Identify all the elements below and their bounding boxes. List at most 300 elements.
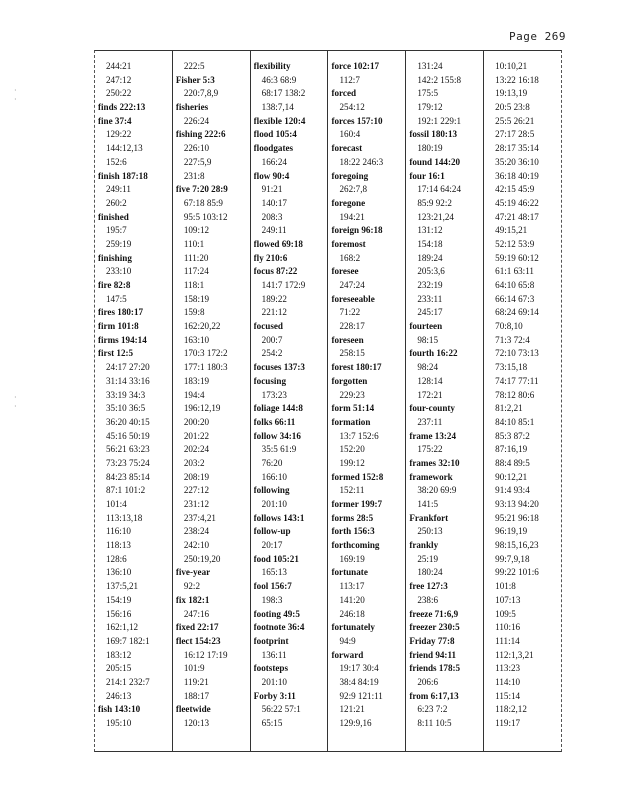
index-term: flect 154:23	[175, 635, 221, 646]
index-reference: 183:12	[106, 649, 132, 660]
index-reference: 247:16	[183, 608, 210, 619]
index-term: framework	[409, 471, 453, 482]
index-reference: 92:9 121:11	[339, 690, 383, 701]
index-reference: 24:17 27:20	[106, 362, 150, 373]
index-reference: 84:23 85:14	[106, 471, 150, 482]
index-reference: 47:21 48:17	[495, 211, 539, 222]
index-reference: 232:19	[417, 280, 443, 290]
index-term: foreseeable	[331, 293, 375, 304]
index-term: four 16:1	[409, 170, 445, 181]
index-reference: 35:10 36:5	[106, 403, 146, 414]
index-reference: 113:13,18	[106, 512, 143, 523]
index-term: form 51:14	[331, 403, 375, 414]
index-reference: 183:19	[183, 375, 210, 386]
index-reference: 226:24	[183, 115, 210, 126]
index-reference: 152:6	[106, 156, 127, 167]
index-reference: 194:4	[183, 389, 205, 400]
index-reference: 38:20 69:9	[417, 485, 457, 496]
index-reference: 250:22	[106, 88, 132, 99]
index-reference: 95:21 96:18	[495, 512, 539, 523]
index-reference: 247:24	[339, 280, 365, 290]
index-reference: 194:21	[339, 211, 365, 222]
index-reference: 109:5	[495, 608, 516, 619]
index-reference: 56:22 57:1	[261, 704, 301, 715]
index-term: focusing	[253, 375, 286, 386]
index-term: former 199:7	[331, 499, 383, 509]
index-reference: 56:21 63:23	[106, 444, 150, 455]
index-reference: 87:16,19	[495, 444, 528, 455]
index-column-2	[172, 51, 250, 751]
index-reference: 101:9	[183, 663, 205, 674]
index-reference: 72:10 73:13	[495, 348, 539, 359]
index-reference: 175:5	[417, 88, 439, 99]
index-reference: 179:12	[417, 102, 443, 113]
index-reference: 160:4	[339, 129, 361, 140]
index-reference: 201:10	[261, 676, 287, 687]
index-reference: 90:12,21	[495, 471, 528, 482]
index-reference: 27:17 28:5	[495, 129, 535, 140]
index-reference: 113:17	[339, 581, 365, 592]
index-reference: 254:12	[339, 102, 365, 113]
index-reference: 19:13,19	[495, 88, 528, 99]
index-reference: 156:16	[106, 608, 132, 619]
index-reference: 115:14	[495, 690, 521, 701]
index-column-1	[95, 51, 172, 751]
index-reference: 73:15,18	[495, 362, 528, 373]
index-reference: 101:8	[495, 581, 516, 592]
index-reference: 226:10	[183, 143, 210, 154]
index-reference: 242:10	[183, 540, 210, 551]
index-reference: 201:22	[183, 430, 210, 441]
index-term: fortunately	[331, 622, 375, 633]
index-reference: 88:4 89:5	[495, 457, 530, 468]
index-reference: 36:20 40:15	[106, 416, 150, 427]
index-term: finds 222:13	[98, 102, 146, 113]
index-reference: 147:5	[106, 293, 127, 304]
index-term: fires 180:17	[98, 307, 144, 318]
index-term: flowed 69:18	[253, 238, 303, 249]
index-reference: 20:17	[261, 540, 283, 551]
index-reference: 118:13	[106, 540, 131, 551]
index-reference: 142:2 155:8	[417, 74, 462, 85]
index-reference: 166:10	[261, 471, 287, 482]
index-reference: 192:1 229:1	[417, 115, 462, 126]
margin-mark: ·	[14, 393, 17, 402]
index-reference: 202:24	[183, 444, 210, 455]
index-reference: 59:19 60:12	[495, 252, 539, 263]
index-reference: 196:12,19	[183, 403, 221, 414]
index-reference: 35:20 36:10	[495, 156, 539, 167]
index-reference: 237:4,21	[183, 512, 216, 523]
index-reference: 162:20,22	[183, 321, 221, 332]
index-term: flood 105:4	[253, 129, 297, 140]
index-reference: 131:24	[417, 61, 443, 71]
index-term: Forby 3:11	[253, 690, 296, 701]
index-column-4	[327, 51, 405, 751]
index-reference: 231:8	[183, 170, 205, 181]
index-term: follows 143:1	[253, 512, 305, 523]
index-reference: 199:12	[339, 457, 365, 468]
index-reference: 200:20	[183, 416, 210, 427]
index-term: foliage 144:8	[253, 403, 303, 414]
index-term: food 105:21	[253, 553, 299, 564]
index-term: fortunate	[331, 567, 368, 578]
index-reference: 84:10 85:1	[495, 416, 535, 427]
index-reference: 109:12	[183, 225, 210, 236]
index-term: found 144:20	[409, 156, 461, 167]
index-term: finish 187:18	[98, 170, 148, 181]
index-reference: 17:14 64:24	[417, 184, 462, 195]
index-reference: 180:24	[417, 567, 443, 578]
index-reference: 254:2	[261, 348, 283, 359]
index-reference: 98:24	[417, 362, 439, 373]
index-reference: 35:5 61:9	[261, 444, 297, 455]
index-reference: 16:12 17:19	[183, 649, 228, 660]
index-reference: 258:15	[339, 348, 365, 359]
index-reference: 250:13	[417, 526, 443, 537]
index-reference: 117:24	[183, 266, 209, 277]
index-term: forced	[331, 88, 357, 99]
index-column-6	[483, 51, 561, 751]
index-reference: 119:17	[495, 718, 521, 728]
index-reference: 231:12	[183, 499, 210, 509]
index-term: fourth 16:22	[409, 348, 458, 359]
index-reference: 111:20	[183, 252, 209, 263]
index-reference: 114:10	[495, 676, 521, 687]
index-reference: 110:16	[495, 622, 521, 633]
index-reference: 188:17	[183, 690, 210, 701]
index-reference: 250:19,20	[183, 553, 221, 564]
index-term: focused	[253, 321, 283, 332]
index-reference: 203:2	[183, 457, 205, 468]
index-reference: 249:11	[106, 184, 131, 195]
index-reference: 121:21	[339, 704, 365, 715]
index-reference: 25:19	[417, 553, 439, 564]
index-reference: 99:7,9,18	[495, 553, 530, 564]
index-reference: 71:22	[339, 307, 361, 318]
index-column-5	[405, 51, 483, 751]
index-reference: 112:1,3,21	[495, 649, 534, 660]
index-columns	[95, 51, 561, 751]
index-term: five-year	[175, 567, 211, 578]
index-term: footing 49:5	[253, 608, 300, 619]
index-term: four-county	[409, 403, 455, 414]
margin-mark: ·	[14, 86, 17, 95]
index-reference: 163:10	[183, 334, 210, 345]
index-term: forms 28:5	[331, 512, 374, 523]
index-term: footprint	[253, 635, 289, 646]
index-term: Fisher 5:3	[175, 74, 215, 85]
index-reference: 96:19,19	[495, 526, 528, 537]
index-term: fix 182:1	[175, 594, 210, 605]
index-reference: 259:19	[106, 238, 132, 249]
index-reference: 159:8	[183, 307, 205, 318]
index-reference: 141:20	[339, 594, 365, 605]
index-term: forward	[331, 649, 364, 660]
index-reference: 129:9,16	[339, 718, 372, 728]
index-reference: 249:11	[261, 225, 287, 236]
index-term: flexible 120:4	[253, 115, 306, 126]
index-reference: 95:5 103:12	[183, 211, 228, 222]
index-term: fly 210:6	[253, 252, 288, 263]
index-term: from 6:17,13	[409, 690, 459, 701]
index-reference: 101:4	[106, 499, 127, 509]
index-reference: 172:21	[417, 389, 443, 400]
index-term: five 7:20 28:9	[175, 184, 228, 195]
index-reference: 158:19	[183, 293, 210, 304]
index-reference: 137:5,21	[106, 581, 139, 592]
index-reference: 18:22 246:3	[339, 156, 384, 167]
index-reference: 198:3	[261, 594, 283, 605]
index-reference: 13:22 16:18	[495, 74, 539, 85]
index-reference: 195:10	[106, 718, 132, 728]
margin-mark: ·	[14, 95, 17, 104]
index-reference: 112:7	[339, 74, 360, 85]
index-reference: 120:13	[183, 718, 210, 728]
index-term: free 127:3	[409, 581, 448, 592]
index-reference: 262:7,8	[339, 184, 368, 195]
index-reference: 221:12	[261, 307, 287, 318]
index-reference: 36:18 40:19	[495, 170, 539, 181]
index-reference: 113:23	[495, 663, 521, 674]
index-term: frankly	[409, 540, 439, 551]
index-term: flexibility	[253, 61, 291, 71]
index-term: foregone	[331, 197, 366, 208]
index-reference: 71:3 72:4	[495, 334, 530, 345]
index-reference: 93:13 94:20	[495, 499, 539, 509]
index-reference: 206:6	[417, 676, 439, 687]
index-term: formation	[331, 416, 371, 427]
index-term: fisheries	[175, 102, 209, 113]
index-reference: 20:5 23:8	[495, 102, 530, 113]
index-term: foregoing	[331, 170, 369, 181]
index-term: formed 152:8	[331, 471, 384, 482]
index-term: foreseen	[331, 334, 364, 345]
index-term: fine 37:4	[98, 115, 132, 126]
index-reference: 61:1 63:11	[495, 266, 534, 277]
index-term: friend 94:11	[409, 649, 457, 660]
index-reference: 8:11 10:5	[417, 718, 452, 728]
index-reference: 31:14 33:16	[106, 375, 150, 386]
index-term: fossil 180:13	[409, 129, 458, 140]
index-reference: 19:17 30:4	[339, 663, 379, 674]
index-reference: 227:12	[183, 485, 210, 496]
index-reference: 233:10	[106, 266, 132, 277]
index-reference: 118:1	[183, 280, 205, 290]
index-reference: 123:21,24	[417, 211, 454, 222]
index-term: fleetwide	[175, 704, 211, 715]
index-reference: 208:3	[261, 211, 283, 222]
index-reference: 136:10	[106, 567, 132, 578]
index-reference: 162:1,12	[106, 622, 139, 633]
index-reference: 76:20	[261, 457, 283, 468]
index-term: footnote 36:4	[253, 622, 305, 633]
index-reference: 52:12 53:9	[495, 238, 535, 249]
index-term: fool 156:7	[253, 581, 292, 592]
index-reference: 85:9 92:2	[417, 197, 452, 208]
index-reference: 154:19	[106, 594, 132, 605]
index-reference: 13:7 152:6	[339, 430, 379, 441]
index-reference: 28:17 35:14	[495, 143, 539, 154]
index-term: foresee	[331, 266, 359, 277]
index-term: footsteps	[253, 663, 289, 674]
margin-mark: ·	[14, 402, 17, 411]
index-term: first 12:5	[98, 348, 134, 359]
index-reference: 205:3,6	[417, 266, 445, 277]
index-reference: 169:7 182:1	[106, 635, 150, 646]
index-reference: 238:6	[417, 594, 439, 605]
index-term: follow 34:16	[253, 430, 301, 441]
index-term: fish 143:10	[98, 704, 141, 715]
index-reference: 98:15,16,23	[495, 540, 539, 551]
index-reference: 85:3 87:2	[495, 430, 530, 441]
index-reference: 78:12 80:6	[495, 389, 535, 400]
index-reference: 91:21	[261, 184, 283, 195]
index-term: forecast	[331, 143, 363, 154]
index-reference: 246:13	[106, 690, 132, 701]
index-reference: 166:24	[261, 156, 287, 167]
index-reference: 81:2,21	[495, 403, 523, 414]
index-reference: 107:13	[495, 594, 521, 605]
index-reference: 260:2	[106, 197, 127, 208]
index-reference: 170:3 172:2	[183, 348, 228, 359]
index-term: following	[253, 485, 290, 496]
index-reference: 65:15	[261, 718, 283, 728]
index-reference: 201:10	[261, 499, 287, 509]
index-term: finished	[98, 211, 129, 222]
index-reference: 70:8,10	[495, 321, 523, 332]
index-reference: 91:4 93:4	[495, 485, 530, 496]
index-reference: 99:22 101:6	[495, 567, 539, 578]
index-term: forces 157:10	[331, 115, 383, 126]
index-term: Frankfort	[409, 512, 449, 523]
index-reference: 237:11	[417, 416, 443, 427]
index-term: fire 82:8	[98, 280, 131, 290]
index-term: frames 32:10	[409, 457, 460, 468]
index-reference: 246:18	[339, 608, 365, 619]
index-reference: 205:15	[106, 663, 132, 674]
index-reference: 45:16 50:19	[106, 430, 150, 441]
index-reference: 66:14 67:3	[495, 293, 535, 304]
index-reference: 233:11	[417, 293, 443, 304]
index-reference: 214:1 232:7	[106, 676, 150, 687]
index-reference: 175:22	[417, 444, 443, 455]
index-term: fixed 22:17	[175, 622, 219, 633]
index-reference: 111:14	[495, 635, 520, 646]
index-reference: 228:17	[339, 321, 365, 332]
index-term: forth 156:3	[331, 526, 375, 537]
index-reference: 227:5,9	[183, 156, 212, 167]
index-reference: 92:2	[183, 581, 200, 592]
index-reference: 222:5	[183, 61, 205, 71]
index-reference: 140:17	[261, 197, 287, 208]
index-reference: 128:14	[417, 375, 443, 386]
index-term: firms 194:14	[98, 334, 147, 345]
index-reference: 73:23 75:24	[106, 457, 150, 468]
index-term: forgotten	[331, 375, 368, 386]
index-reference: 46:3 68:9	[261, 74, 297, 85]
index-term: foremost	[331, 238, 366, 249]
index-term: frame 13:24	[409, 430, 457, 441]
index-term: follow-up	[253, 526, 291, 537]
index-reference: 138:7,14	[261, 102, 294, 113]
index-reference: 131:12	[417, 225, 443, 236]
index-reference: 42:15 45:9	[495, 184, 535, 195]
index-reference: 220:7,8,9	[183, 88, 219, 99]
index-reference: 169:19	[339, 553, 365, 564]
index-term: firm 101:8	[98, 321, 139, 332]
index-term: friends 178:5	[409, 663, 461, 674]
index-reference: 129:22	[106, 129, 132, 140]
index-term: forthcoming	[331, 540, 380, 551]
index-reference: 165:13	[261, 567, 287, 578]
index-reference: 229:23	[339, 389, 365, 400]
index-term: flow 90:4	[253, 170, 290, 181]
index-reference: 136:11	[261, 649, 287, 660]
index-reference: 177:1 180:3	[183, 362, 228, 373]
index-reference: 141:7 172:9	[261, 280, 306, 290]
index-reference: 10:10,21	[495, 61, 528, 71]
index-reference: 238:24	[183, 526, 210, 537]
index-reference: 189:22	[261, 293, 287, 304]
index-reference: 152:11	[339, 485, 365, 496]
page-label: Page 269	[509, 30, 566, 43]
index-reference: 168:2	[339, 252, 361, 263]
index-reference: 245:17	[417, 307, 443, 318]
index-reference: 67:18 85:9	[183, 197, 223, 208]
index-reference: 244:21	[106, 61, 132, 71]
index-reference: 94:9	[339, 635, 356, 646]
index-reference: 208:19	[183, 471, 210, 482]
index-reference: 87:1 101:2	[106, 485, 146, 496]
index-reference: 74:17 77:11	[495, 375, 539, 386]
index-reference: 68:17 138:2	[261, 88, 306, 99]
index-term: force 102:17	[331, 61, 380, 71]
index-reference: 49:15,21	[495, 225, 528, 236]
index-column-3	[250, 51, 328, 751]
index-reference: 247:12	[106, 74, 132, 85]
index-term: finishing	[98, 252, 132, 263]
index-term: freezer 230:5	[409, 622, 460, 633]
index-reference: 110:1	[183, 238, 205, 249]
index-term: foreign 96:18	[331, 225, 383, 236]
index-term: fishing 222:6	[175, 129, 226, 140]
index-reference: 25:5 26:21	[495, 115, 535, 126]
index-reference: 141:5	[417, 499, 439, 509]
index-reference: 68:24 69:14	[495, 307, 539, 318]
index-reference: 189:24	[417, 252, 443, 263]
index-reference: 173:23	[261, 389, 287, 400]
index-reference: 98:15	[417, 334, 439, 345]
index-term: Friday 77:8	[409, 635, 455, 646]
index-reference: 33:19 34:3	[106, 389, 146, 400]
index-reference: 180:19	[417, 143, 443, 154]
index-reference: 118:2,12	[495, 704, 527, 715]
index-table	[94, 50, 562, 752]
index-term: focus 87:22	[253, 266, 298, 277]
index-term: floodgates	[253, 143, 294, 154]
index-term: folks 66:11	[253, 416, 296, 427]
index-reference: 6:23 7:2	[417, 704, 448, 715]
index-reference: 152:20	[339, 444, 365, 455]
index-reference: 154:18	[417, 238, 443, 249]
index-reference: 200:7	[261, 334, 283, 345]
index-reference: 38:4 84:19	[339, 676, 379, 687]
index-reference: 116:10	[106, 526, 131, 537]
index-term: freeze 71:6,9	[409, 608, 459, 619]
index-reference: 119:21	[183, 676, 209, 687]
index-reference: 64:10 65:8	[495, 280, 535, 290]
